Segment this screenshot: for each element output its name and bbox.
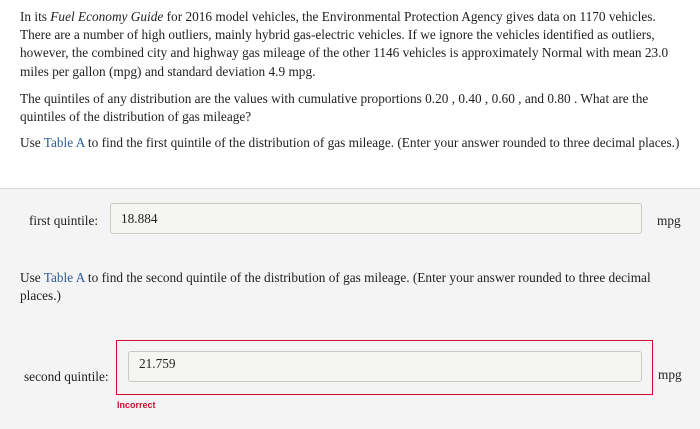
first-quintile-label: first quintile:	[29, 213, 99, 228]
first-quintile-value: 18.884	[121, 211, 158, 226]
first-question-paragraph	[20, 134, 688, 152]
second-question-text-rest: to find the second quintile of the distribution of gas mileage. (Enter your answer rounded to three decimal places.)	[20, 270, 651, 304]
first-quintile-unit: mpg	[657, 213, 681, 228]
answer-section	[0, 189, 700, 429]
second-quintile-value: 21.759	[139, 356, 176, 371]
table-a-link-second[interactable]: Table A	[43, 270, 85, 285]
intro-text-rest: for 2016 model vehicles, the Environmental Protection Agency gives data on 1170 vehicles. There are a number of high outliers, mainly hybrid gas-electric vehicles. If we ignore the vehicles identified as outliers, however, the combined city and highway gas mileage of the other 1146 vehicles is approximately Normal with mean 23.0 miles per gallon (mpg) and standard deviation 4.9 mpg.	[20, 9, 669, 79]
first-quintile-input[interactable]	[110, 203, 642, 234]
second-quintile-unit: mpg	[658, 367, 682, 382]
second-question-paragraph	[20, 269, 680, 305]
first-question-text-start: Use	[20, 135, 44, 150]
problem-statement	[0, 0, 700, 188]
intro-paragraph	[20, 8, 688, 81]
second-quintile-label: second quintile:	[24, 369, 109, 384]
quintiles-text: The quintiles of any distribution are the values with cumulative proportions 0.20 , 0.40 , 0.60 , and 0.80 . What are the quintiles of the distribution of gas mileage?	[20, 91, 649, 125]
incorrect-message: Incorrect	[117, 400, 156, 410]
second-question-text-start: Use	[20, 270, 44, 285]
quintiles-paragraph	[20, 90, 688, 126]
intro-text-start: In its	[20, 9, 51, 24]
second-quintile-input[interactable]	[128, 351, 642, 382]
table-a-link[interactable]: Table A	[43, 135, 85, 150]
first-question-text-rest: to find the first quintile of the distribution of gas mileage. (Enter your answer rounded to three decimal places.)	[84, 135, 680, 150]
guide-title: Fuel Economy Guide	[50, 9, 164, 24]
